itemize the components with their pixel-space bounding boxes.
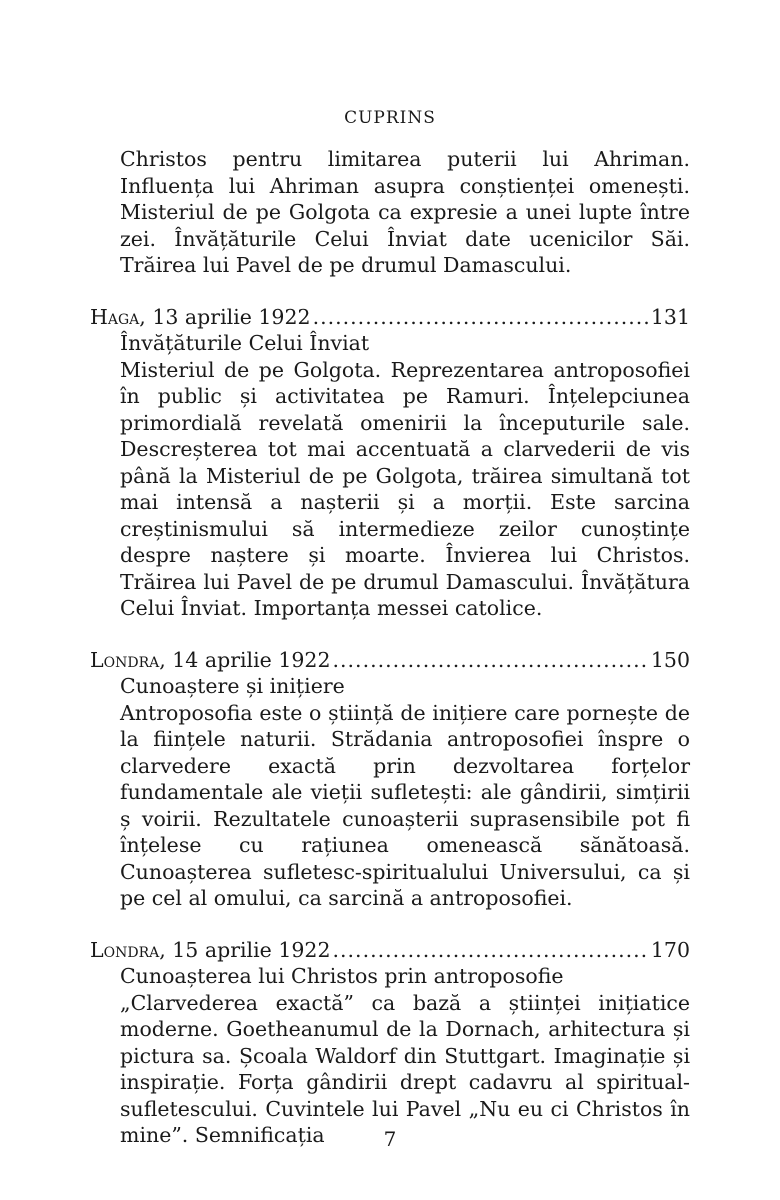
- dot-leader: [333, 937, 649, 964]
- toc-entry-title: Învățăturile Celui Înviat: [120, 331, 370, 355]
- toc-entry-heading: [90, 647, 690, 674]
- toc-entry: [90, 937, 690, 1149]
- toc-entry-date: , 15 aprilie 1922: [159, 937, 331, 962]
- dot-leader: [313, 304, 649, 331]
- continued-summary: Christos pentru limitarea puterii lui Ahriman. Influența lui Ahriman asupra conștienței omenești. Misteriul de pe Golgota ca expresie a unei lupte între zei. Învățăturile Celui Înviat date ucenicilor Săi. Trăirea lui Pavel de pe drumul Damascului.: [120, 147, 690, 277]
- dot-leader: [333, 647, 649, 674]
- toc-entry-heading: [90, 304, 690, 331]
- toc-entry-place: Londra: [90, 937, 160, 962]
- contents-body: [90, 146, 690, 1149]
- toc-entry-title: Cunoașterea lui Christos prin antroposofie: [120, 964, 564, 988]
- toc-entry-summary: Antroposofia este o știință de inițiere care pornește de la ființele naturii. Strădania antroposofiei înspre o clarvedere exactă prin dezvoltarea forțelor fundamentale ale vieții sufletești: ale gândirii, simțirii ș voirii. Rezultatele cunoașterii suprasensibile pot fi înțelese cu rațiunea omenească sănătoasă. Cunoașterea sufletesc-spiritualului Universului, ca și pe cel al omului, ca sarcină a antroposofiei.: [120, 700, 690, 910]
- toc-entry-summary: „Clarvederea exactă” ca bază a științei inițiatice moderne. Goetheanumul de la Dornach, arhitectura și pictura sa. Școala Waldorf din Stuttgart. Imaginație și inspirație. Forța gândirii drept cadavru al spiritual-sufletescului. Cuvintele lui Pavel „Nu eu ci Christos în mine”. Semnificația: [120, 990, 690, 1147]
- toc-entry: [90, 647, 690, 912]
- toc-entry-place: Londra: [90, 647, 160, 672]
- toc-entry-page: 170: [650, 937, 690, 962]
- toc-entry-date: , 14 aprilie 1922: [159, 647, 331, 672]
- toc-entry-page: 150: [650, 647, 690, 672]
- page-number: 7: [383, 1127, 397, 1151]
- running-header: CUPRINS: [344, 108, 436, 128]
- toc-entry: [90, 304, 690, 622]
- toc-entry-date: , 13 aprilie 1922: [139, 304, 311, 329]
- toc-entry-page: 131: [650, 304, 690, 329]
- toc-entry-heading: [90, 937, 690, 964]
- toc-entry-summary: Misteriul de pe Golgota. Reprezentarea antroposofiei în public și activitatea pe Ramuri. Înțelepciunea primordială revelată omenirii la începuturile sale. Descreșterea tot mai accentuată a clarvederii de vis până la Misteriul de pe Golgota, trăirea simultană tot mai intensă a nașterii și a morții. Este sarcina creștinismului să intermedieze zeilor cunoștințe despre naștere și moarte. Învierea lui Christos. Trăirea lui Pavel de pe drumul Damascului. Învățătura Celui Înviat. Importanța messei catolice.: [120, 357, 690, 620]
- toc-entry-title: Cunoaștere și inițiere: [120, 674, 345, 698]
- toc-entry-place: Haga: [90, 304, 140, 329]
